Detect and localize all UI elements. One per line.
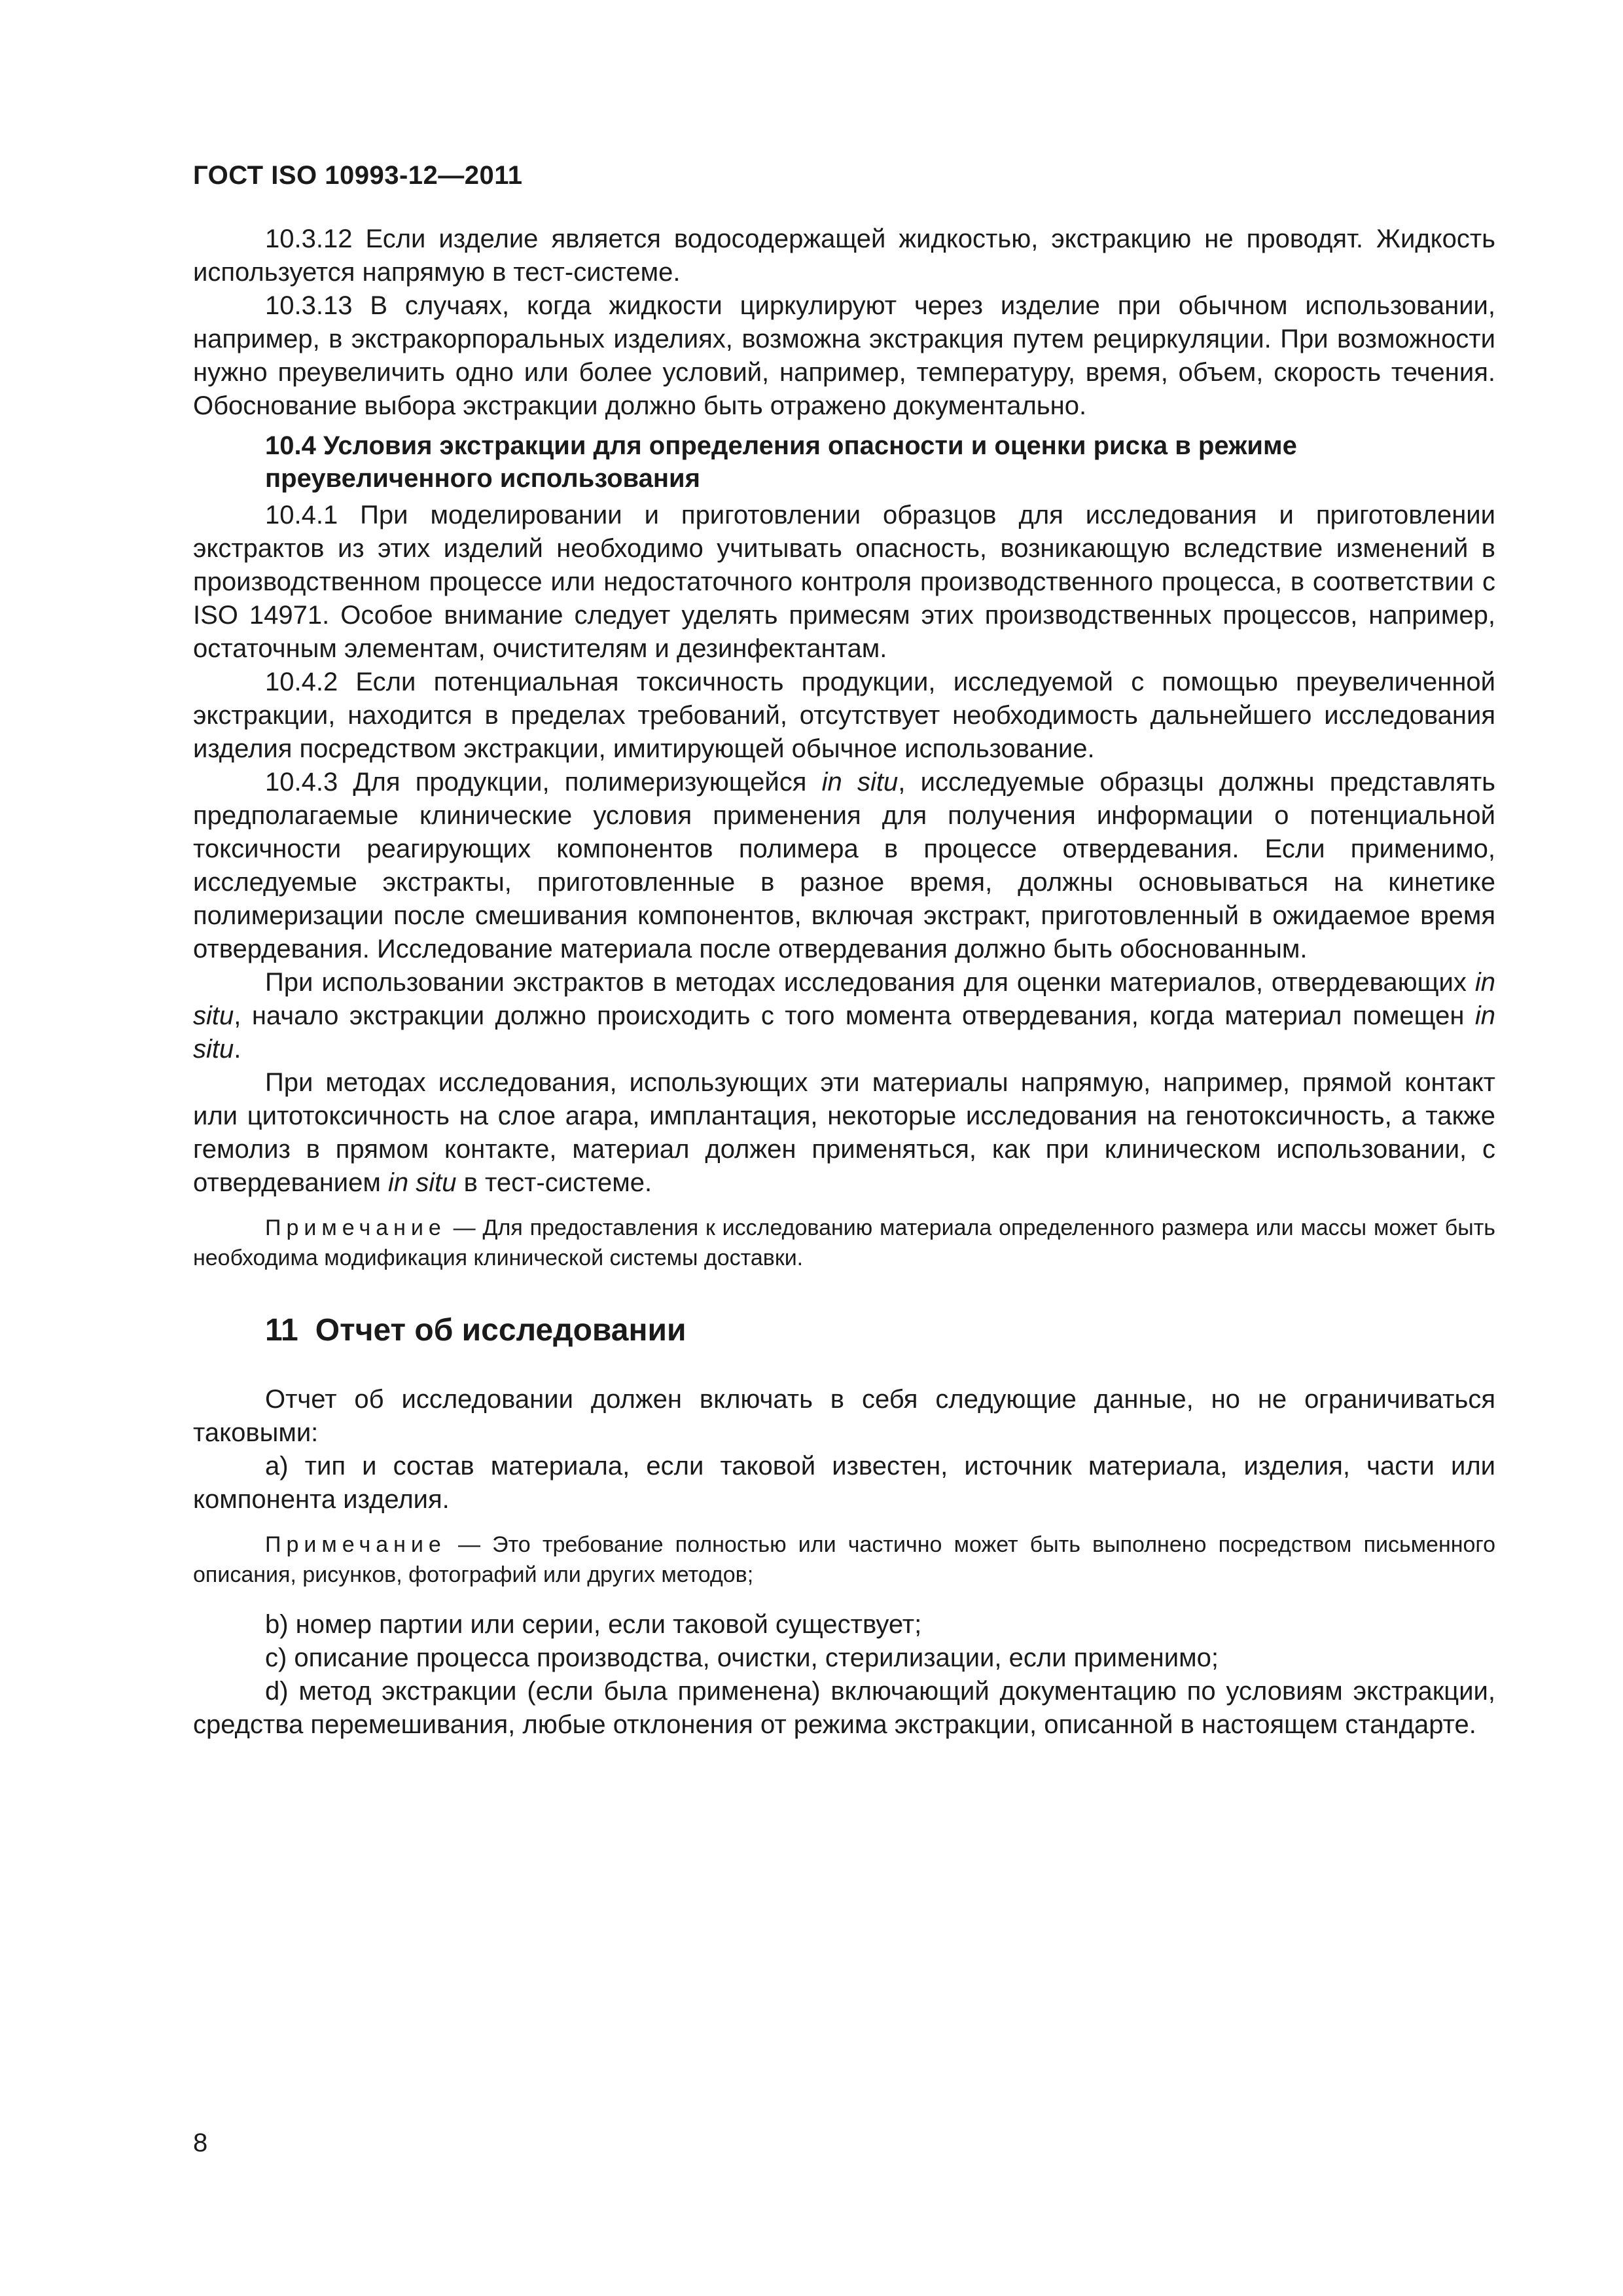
subsection-10-4-heading: 10.4 Условия экстракции для определения опасности и оценки риска в режиме преувеличенного использования	[265, 431, 1297, 493]
list-item-d: d) метод экстракции (если была применена) включающий документацию по условиям экстракции, средства перемешивания, любые отклонения от режима экстракции, описанной в настоящем стандарте.	[193, 1677, 1495, 1739]
section-title-text: Отчет об исследовании	[315, 1313, 687, 1348]
text-span: , начало экстракции должно происходить с того момента отвердевания, когда материал помещен	[234, 1001, 1475, 1030]
note-label: Примечание	[265, 1215, 446, 1240]
text-span: При использовании экстрактов в методах исследования для оценки материалов, отвердевающих	[265, 968, 1475, 997]
document-header: ГОСТ ISO 10993-12—2011	[193, 161, 523, 190]
note-label: Примечание	[265, 1532, 446, 1557]
italic-term: in situ	[388, 1168, 457, 1197]
list-item-a: а) тип и состав материала, если таковой известен, источник материала, изделия, части или компонента изделия.	[193, 1452, 1495, 1514]
text-span: .	[234, 1035, 241, 1064]
page-number: 8	[193, 2128, 208, 2157]
list-item-b: b) номер партии или серии, если таковой существует;	[265, 1610, 922, 1639]
paragraph-report-intro: Отчет об исследовании должен включать в себя следующие данные, но не ограничиваться таковыми:	[193, 1385, 1495, 1447]
section-number: 11	[265, 1313, 298, 1348]
note-text: — Для предоставления к исследованию материала определенного размера или массы может быть необходима модификация клинической системы доставки.	[193, 1215, 1495, 1270]
paragraph-direct-methods	[193, 1066, 1495, 1200]
list-item-c: c) описание процесса производства, очистки, стерилизации, если применимо;	[265, 1643, 1219, 1672]
paragraph-10-4-1: 10.4.1 При моделировании и приготовлении образцов для исследования и приготовлении экстрактов из этих изделий необходимо учитывать опасность, возникающую вследствие изменений в производственном процессе или недостаточного контроля производственного процесса, в соответствии с ISO 14971. Особое внимание следует уделять примесям этих производственных процессов, например, остаточным элементам, очистителям и дезинфектантам.	[193, 501, 1495, 663]
paragraph-10-3-13: 10.3.13 В случаях, когда жидкости циркулируют через изделие при обычном использовании, например, в экстракорпоральных изделиях, возможна экстракция путем рециркуляции. При возможности нужно преувеличить одно или более условий, например, температуру, время, объем, скорость течения. Обоснование выбора экстракции должно быть отражено документально.	[193, 291, 1495, 420]
note-text: — Это требование полностью или частично может быть выполнено посредством письменного описания, рисунков, фотографий или других методов;	[193, 1532, 1495, 1587]
note-description-methods	[193, 1530, 1495, 1590]
italic-term: in situ	[821, 768, 899, 797]
section-11-heading	[193, 1312, 1495, 1349]
text-span: При методах исследования, использующих эти материалы напрямую, например, прямой контакт или цитотоксичность на слое агара, имплантация, некоторые исследования на генотоксичность, а также гемолиз в прямом контакте, материал должен применяться, как при клиническом использовании, с отвердеванием	[193, 1068, 1495, 1197]
italic-term: in situ	[193, 968, 1495, 1030]
note-delivery-system	[193, 1213, 1495, 1273]
text-span: , исследуемые образцы должны представлять предполагаемые клинические условия применения для получения информации о потенциальной токсичности реагирующих компонентов полимера в процессе отвердевания. Если применимо, исследуемые экстракты, приготовленные в разное время, должны основываться на кинетике полимеризации после смешивания компонентов, включая экстракт, приготовленный в ожидаемое время отвердевания. Исследование материала после отвердевания должно быть обоснованным.	[193, 768, 1495, 963]
italic-term: in situ	[193, 1001, 1495, 1064]
paragraph-10-4-2: 10.4.2 Если потенциальная токсичность продукции, исследуемой с помощью преувеличенной экстракции, находится в пределах требований, отсутствует необходимость дальнейшего исследования изделия посредством экстракции, имитирующей обычное использование.	[193, 668, 1495, 763]
text-span: в тест-системе.	[456, 1168, 652, 1197]
paragraph-10-3-12: 10.3.12 Если изделие является водосодержащей жидкостью, экстракцию не проводят. Жидкость используется напрямую в тест-системе.	[193, 224, 1495, 287]
paragraph-extracts-in-situ	[193, 966, 1495, 1066]
text-span: 10.4.3 Для продукции, полимеризующейся	[265, 768, 822, 797]
paragraph-10-4-3	[193, 766, 1495, 966]
document-body	[193, 223, 1495, 1742]
